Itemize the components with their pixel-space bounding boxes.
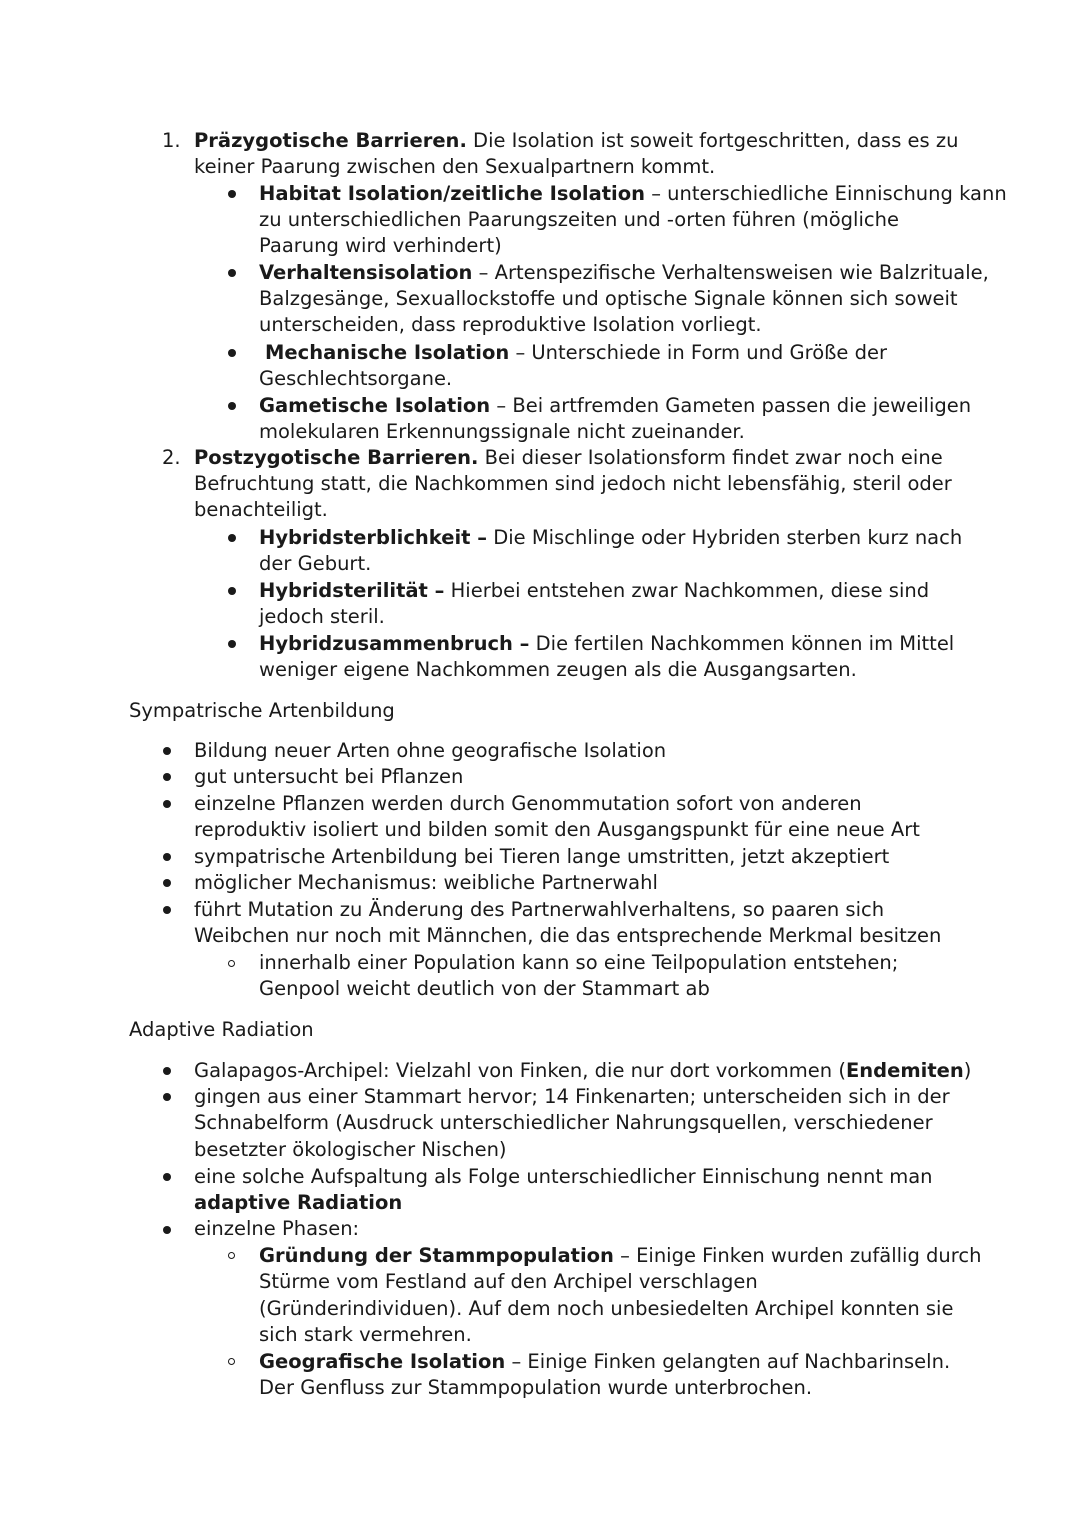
bullet-icon: [163, 773, 171, 781]
bullet-icon: [228, 269, 236, 277]
list-number: 2.: [162, 446, 181, 469]
text: ): [963, 1059, 972, 1082]
text: Die Isolation ist soweit fortgeschritten, dass es zu: [466, 129, 959, 152]
sub-list-item: [259, 1349, 950, 1375]
bullet-icon: [163, 1093, 171, 1101]
list-item-line: jedoch steril.: [259, 605, 385, 628]
text: – Einige Finken gelangten auf Nachbarinseln.: [505, 1350, 951, 1373]
sub-list-item: [259, 1243, 981, 1269]
list-item: [259, 260, 989, 286]
paragraph-line: Befruchtung statt, die Nachkommen sind jedoch nicht lebensfähig, steril oder: [194, 472, 952, 495]
sub-list-item-line: Der Genfluss zur Stammpopulation wurde unterbrochen.: [259, 1376, 813, 1399]
list-item: [259, 525, 962, 551]
bullet-icon: [228, 349, 236, 357]
text: Bei dieser Isolationsform findet zwar noch eine: [478, 446, 943, 469]
bullet-icon: [228, 534, 236, 542]
list-item: [259, 631, 954, 657]
list-item: gut untersucht bei Pflanzen: [194, 765, 464, 788]
section-heading: Sympatrische Artenbildung: [129, 699, 395, 722]
list-item: [259, 393, 971, 419]
term: Habitat Isolation/zeitliche Isolation: [259, 182, 646, 205]
bullet-icon: [163, 1173, 171, 1181]
paragraph-line: [194, 445, 943, 471]
sub-list-item-line: sich stark vermehren.: [259, 1323, 472, 1346]
list-item-line: adaptive Radiation: [194, 1191, 403, 1214]
term: Hybridzusammenbruch –: [259, 632, 530, 655]
list-item: sympatrische Artenbildung bei Tieren lange umstritten, jetzt akzeptiert: [194, 845, 890, 868]
list-item-line: weniger eigene Nachkommen zeugen als die Ausgangsarten.: [259, 658, 857, 681]
section-title: Präzygotische Barrieren.: [194, 129, 467, 152]
list-item-line: molekularen Erkennungssignale nicht zueinander.: [259, 420, 745, 443]
list-item-line: besetzter ökologischer Nischen): [194, 1138, 507, 1161]
list-item: gingen aus einer Stammart hervor; 14 Finkenarten; unterscheiden sich in der: [194, 1085, 950, 1108]
text: – Artenspezifische Verhaltensweisen wie Balzrituale,: [472, 261, 989, 284]
list-item: führt Mutation zu Änderung des Partnerwahlverhaltens, so paaren sich: [194, 898, 885, 921]
list-item: [259, 181, 1007, 207]
list-item-line: Balzgesänge, Sexuallockstoffe und optische Signale können sich soweit: [259, 287, 958, 310]
term: Hybridsterilität –: [259, 579, 445, 602]
list-item: [259, 578, 929, 604]
text: Die fertilen Nachkommen können im Mittel: [529, 632, 955, 655]
bullet-icon: [228, 640, 236, 648]
list-item-line: reproduktiv isoliert und bilden somit den Ausgangspunkt für eine neue Art: [194, 818, 920, 841]
text: Hierbei entstehen zwar Nachkommen, diese sind: [444, 579, 930, 602]
sub-list-item-line: Stürme vom Festland auf den Archipel verschlagen: [259, 1270, 758, 1293]
sub-list-item-line: Genpool weicht deutlich von der Stammart ab: [259, 977, 710, 1000]
bullet-icon: [228, 587, 236, 595]
list-item: möglicher Mechanismus: weibliche Partnerwahl: [194, 871, 658, 894]
paragraph-line: [194, 128, 959, 154]
list-item-line: der Geburt.: [259, 552, 372, 575]
list-item: [194, 1058, 971, 1084]
text: – Einige Finken wurden zufällig durch: [613, 1244, 982, 1267]
list-item: einzelne Pflanzen werden durch Genommutation sofort von anderen: [194, 792, 862, 815]
bullet-icon: [228, 190, 236, 198]
list-number: 1.: [162, 129, 181, 152]
list-item-line: unterscheiden, dass reproduktive Isolation vorliegt.: [259, 313, 762, 336]
text: – unterschiedliche Einnischung kann: [645, 182, 1007, 205]
term: Verhaltensisolation: [259, 261, 473, 284]
bullet-icon: [163, 879, 171, 887]
circle-bullet-icon: [228, 1252, 235, 1259]
term: Mechanische Isolation: [265, 341, 510, 364]
list-item-line: zu unterschiedlichen Paarungszeiten und -orten führen (mögliche: [259, 208, 899, 231]
section-heading: Adaptive Radiation: [129, 1018, 314, 1041]
bullet-icon: [163, 1226, 171, 1234]
section-title: Postzygotische Barrieren.: [194, 446, 479, 469]
list-item: [265, 340, 887, 366]
list-item: eine solche Aufspaltung als Folge unterschiedlicher Einnischung nennt man: [194, 1165, 933, 1188]
list-item-line: Paarung wird verhindert): [259, 234, 502, 257]
text: Galapagos-Archipel: Vielzahl von Finken, die nur dort vorkommen (: [194, 1059, 846, 1082]
paragraph-line: benachteiligt.: [194, 498, 328, 521]
text: – Unterschiede in Form und Größe der: [509, 341, 888, 364]
list-item: einzelne Phasen:: [194, 1217, 360, 1240]
bullet-icon: [163, 747, 171, 755]
text: Die Mischlinge oder Hybriden sterben kurz nach: [487, 526, 963, 549]
term: Gründung der Stammpopulation: [259, 1244, 614, 1267]
list-item-line: Weibchen nur noch mit Männchen, die das entsprechende Merkmal besitzen: [194, 924, 942, 947]
list-item-line: Schnabelform (Ausdruck unterschiedlicher Nahrungsquellen, verschiedener: [194, 1111, 933, 1134]
list-item-line: Geschlechtsorgane.: [259, 367, 453, 390]
text: – Bei artfremden Gameten passen die jeweiligen: [490, 394, 972, 417]
circle-bullet-icon: [228, 960, 235, 967]
term: Geografische Isolation: [259, 1350, 506, 1373]
paragraph-line: keiner Paarung zwischen den Sexualpartnern kommt.: [194, 155, 716, 178]
term: Gametische Isolation: [259, 394, 491, 417]
term: Hybridsterblichkeit –: [259, 526, 488, 549]
term: Endemiten: [845, 1059, 964, 1082]
bullet-icon: [163, 1067, 171, 1075]
bullet-icon: [163, 906, 171, 914]
circle-bullet-icon: [228, 1358, 235, 1365]
bullet-icon: [163, 800, 171, 808]
list-item: Bildung neuer Arten ohne geografische Isolation: [194, 739, 667, 762]
bullet-icon: [163, 853, 171, 861]
sub-list-item: innerhalb einer Population kann so eine Teilpopulation entstehen;: [259, 951, 899, 974]
bullet-icon: [228, 402, 236, 410]
sub-list-item-line: (Gründerindividuen). Auf dem noch unbesiedelten Archipel konnten sie: [259, 1297, 954, 1320]
